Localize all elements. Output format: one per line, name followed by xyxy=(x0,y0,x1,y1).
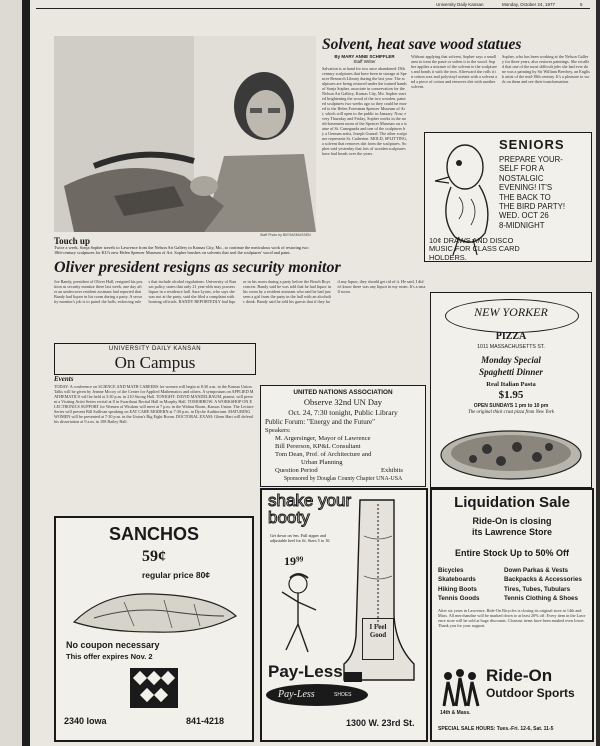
payless-logo-sub: SHOES xyxy=(334,692,352,698)
liquidation-title: Liquidation Sale xyxy=(454,494,570,511)
un-line: M. Argersinger, Mayor of Lawrence xyxy=(275,435,371,442)
liquidation-item: Skateboards xyxy=(438,576,476,584)
seniors-line: NOSTALGIC xyxy=(499,173,544,183)
sanchos-ad xyxy=(54,516,254,742)
liquidation-details: After six years in Lawrence, Ride-On Bicycles is closing its original store at 14th and Mass. All merchandise will be marked down to at least 20% off. Every item in the Lawrence store will be sold at huge discounts. Closeout items have been marked even lower. Thank you for your support. xyxy=(438,608,586,628)
payless-logo xyxy=(266,684,368,706)
rideon-brand: Ride-On xyxy=(486,666,553,685)
seniors-title: SENIORS xyxy=(499,137,565,152)
liquidation-sub1: Ride-On is closing xyxy=(472,516,552,526)
seniors-line: WED. OCT 26 xyxy=(499,211,549,221)
sanchos-logo xyxy=(130,668,178,708)
story2-body: Joe Bandy, president of Oliver Hall, resigned his position as security monitor there last week, one day after an undercover resident assistant had reported that Bandy had liquor in his room during a party. A security monitor's job is to patrol the halls, enforcing rules that include alcohol regulations. University of Kansas policy states that only 21 year-olds may possess liquor in a residence hall. Sara Lyons, who says she was not at the party, said she filed a complaint with housing officials. BANDY REPORTEDLY had liquor in his room during a party before the Beach Boys concert. Bandy said he was told that he had liquor in his room by a resident assistant who said he had just seen a girl from the party in the hall with an alcoholic drink. Bandy said he told his guests that if they had any liquor, they should get rid of it. He said, I didn't know there was any liquor in my room. It's a small room. xyxy=(54,279,426,304)
header-date: Monday, October 24, 1977 xyxy=(502,2,555,7)
un-line: Speakers: xyxy=(265,427,291,434)
feel-good-tag xyxy=(362,618,394,660)
oliver-headline: Oliver president resigns as security monitor xyxy=(54,259,341,276)
sanchos-coupon2: This offer expires Nov. 2 xyxy=(66,652,153,661)
rideon-address: 14th & Mass. xyxy=(440,710,471,716)
rideon-hours: SPECIAL SALE HOURS: Tues.-Fri. 12-6, Sat. 11-5 xyxy=(438,726,554,732)
story1-byline: By MARY ANNE SCHIFFLER xyxy=(334,54,395,59)
ny-special2: Spaghetti Dinner xyxy=(479,367,543,377)
pizza-illustration xyxy=(437,419,585,483)
liquidation-item: Hiking Boots xyxy=(438,585,477,593)
liquidation-item: Tennis Clothing & Shoes xyxy=(504,595,579,603)
un-line: Observe 32nd UN Day xyxy=(303,397,383,407)
newspaper-page xyxy=(30,0,596,746)
un-line: Bill Pererson, KP&L Consultant xyxy=(275,443,361,450)
sanchos-regular: regular price 80¢ xyxy=(142,570,211,580)
sanchos-name: SANCHOS xyxy=(108,524,199,544)
campus-title: On Campus xyxy=(114,353,196,372)
campus-section: Events xyxy=(54,375,74,383)
page-binding xyxy=(0,0,30,746)
campus-events: TODAY: A conference on SCIENCE AND MATH CAREERS for women will begin at 8:30 a.m. in the Kansas Union. Talks will be given by Jeanne Mccoy of the Center for Applied Mathematics and others. A symposium on APPLIED MATHEMATICS will be held at 3:30 p.m. in 210 Strong Hall. TONIGHT: DAVID MANDELBAUM, pianist, will present a Visiting Artist Series recital at 8 in Swarthout Recital Hall in Murphy Hall. TOMORROW: A WORKSHOP ON ELECTRONICS SUPPORT for Women of Wisdom will meet at 7 p.m. in the Walnut Room, Kansas Union. The Lecture Series will present Bill Sullivan speaking on EAT CARE MODERN at 7:30 p.m. in Dyche Auditorium. MATURING WOMEN will be presented at 7:30 p.m. in the Union's Big Eight Room. DOCTORAL EXAM: Glenn Hart will defend his dissertation at 9 a.m. in 108 Bailey Hall. xyxy=(54,384,254,424)
un-line: Sponsored by Douglas County Chapter UNA-USA xyxy=(283,476,403,482)
liquidation-items-left xyxy=(438,566,508,604)
payless-headline: shake your booty xyxy=(268,491,352,527)
on-campus-masthead xyxy=(54,343,256,375)
liquidation-item: Tires, Tubes, Tubulars xyxy=(504,585,571,593)
ny-pizza: PIZZA xyxy=(495,331,527,342)
sanchos-price: 59¢ xyxy=(142,548,166,565)
seniors-text xyxy=(499,155,589,230)
liquidation-item: Tennis Goods xyxy=(438,595,480,603)
caption-text: Twice a week, Sonja Sopher travels to Lawrence from the Nelson Art Gallery in Kansas City, Mo., to continue the meticulous work of restoring two 18th-century sculptures for KU's new Helen Spencer Museum of Art. Sopher brushes on solvents that seal the sculptures' wood and paint. xyxy=(54,245,309,255)
liquidation-item: Bicycles xyxy=(438,567,464,574)
header-page: 5 xyxy=(580,2,583,7)
photo-credit: Staff Photo by Bill RASMUSSEN xyxy=(260,233,311,237)
seniors-line: 10¢ DRAWS AND DISCO xyxy=(429,236,514,245)
liquidation-items-right xyxy=(504,566,590,604)
seniors-line: 8-MIDNIGHT xyxy=(499,220,545,230)
payless-store: Pay-Less xyxy=(268,662,343,681)
restoration-photo xyxy=(54,36,316,232)
ny-pasta: Real Italian Pasta xyxy=(486,381,536,388)
payless-ad xyxy=(260,488,428,742)
un-line: Public Forum: "Energy and the Future" xyxy=(265,418,375,426)
un-line: Exhibits xyxy=(381,467,403,474)
seniors-line: HOLDERS. xyxy=(429,252,467,262)
liquidation-ad xyxy=(430,488,594,742)
un-line: Oct. 24, 7:30 tonight, Public Library xyxy=(288,408,398,417)
seniors-line: MUSIC FOR CLASS CARD xyxy=(429,244,520,254)
un-line: Tom Dean, Prof. of Architecture and xyxy=(275,451,372,458)
seniors-ad xyxy=(424,132,592,262)
dancer-illustration xyxy=(268,570,328,660)
new-yorker-pizza-ad xyxy=(430,292,592,488)
sanchos-address: 2340 Iowa xyxy=(64,716,107,726)
seniors-line: EVENING! IT'S xyxy=(499,183,553,193)
payless-logo-text: Pay-Less xyxy=(278,689,315,700)
restoration-photo-art xyxy=(54,36,316,232)
payless-subhead: Get down on 'em. Full zipper and adjustable heel for fit. Sizes 5 to 10. xyxy=(270,533,331,543)
seniors-line: SELF FOR A xyxy=(499,164,545,174)
seniors-line: THE BACK TO xyxy=(499,192,551,202)
sanchos-phone: 841-4218 xyxy=(186,716,225,726)
burrito-illustration xyxy=(64,582,244,636)
sanchos-coupon1: No coupon necessary xyxy=(66,640,160,650)
liquidation-item: Backpacks & Accessories xyxy=(504,576,582,584)
seniors-line: PREPARE YOUR- xyxy=(499,155,563,164)
payless-address: 1300 W. 23rd St. xyxy=(346,718,415,728)
ny-slogan: The original thick crust pizza from New York xyxy=(468,410,554,415)
liquidation-sale: Entire Stock Up to 50% Off xyxy=(454,548,570,558)
ny-hours: OPEN SUNDAYS 1 pm to 10 pm xyxy=(473,403,549,409)
ny-title: NEW YORKER xyxy=(474,305,548,319)
un-line: Urban Planning xyxy=(301,459,343,466)
photo-caption xyxy=(54,236,316,258)
campus-small-masthead: UNIVERSITY DAILY KANSAN xyxy=(108,346,202,352)
un-day-ad xyxy=(260,385,426,487)
un-line: Question Period xyxy=(275,467,318,474)
story1-col1: Salvation is at hand for two once abandoned 18th century sculptures that have been in storage at Spencer Research Library during the last year. The sculptures are being restored under the trained hands of Sonja Sopher, associate in conservation for the Nelson Art Gallery, Kansas City, Mo. Sopher started brightening the wood of the two wooden, painted sculptures two weeks ago so they could be moved to the Helen Foresman Spencer Museum of Art, which will open to the public in January. Now, every Thursday and Friday, Sopher works in the north-basement room of the Spencer Museum on a statue of St. Cunegunda and one of the sculptures by a German artist, Joseph Gunzel. The other sculpture represents St. Catherine. MOLD, SPLITTING, a solvent that removes dirt from the sculptures. Sopher said yesterday that lots of wooden sculptures have had heads over the years. xyxy=(322,66,407,156)
payless-price: 19⁹⁹ xyxy=(284,554,304,568)
hikers-illustration xyxy=(438,668,482,708)
ny-special: Monday Special xyxy=(481,355,541,365)
tag-line2: Good xyxy=(369,631,387,639)
liquidation-sub2: its Lawrence Store xyxy=(471,527,553,537)
ny-price: $1.95 xyxy=(498,389,524,401)
rideon-brand2: Outdoor Sports xyxy=(486,686,575,700)
seniors-footer xyxy=(429,237,587,262)
seniors-line: THE BIRD PARTY! xyxy=(499,202,565,212)
liquidation-item: Down Parkas & Vests xyxy=(504,567,569,574)
tag-line1: I Feel xyxy=(369,623,387,631)
caption-title: Touch up xyxy=(54,236,90,246)
story1-col2: Without applying that solvent, Sopher says a small area to treat the paste or soften it to the wood. Sopher applies a mixture of the solvent to the sculptures and bonds it with the iron. Afterward she rolls it in cotton wax and polyvinyl acetate with a solvent and a piece of cotton and removes dirt with another solvent. xyxy=(411,54,497,89)
header-paper: University Daily Kansan xyxy=(436,2,484,7)
story1-byline-role: Staff Writer xyxy=(353,59,376,64)
story1-col3: Sopher, who has been working at the Nelson Gallery for three years, also restores paintings. She recalled that one of the most difficult jobs she had ever done was a painting by Sir William Beechey, an English artist of the mid-18th century. It's a pleasure to work on them and see their transformation. xyxy=(502,54,590,84)
ny-address: 1011 MASSACHUSETTS ST. xyxy=(477,344,545,350)
solvent-headline: Solvent, heat save wood statues xyxy=(322,36,522,53)
un-line: UNITED NATIONS ASSOCIATION xyxy=(293,389,393,396)
